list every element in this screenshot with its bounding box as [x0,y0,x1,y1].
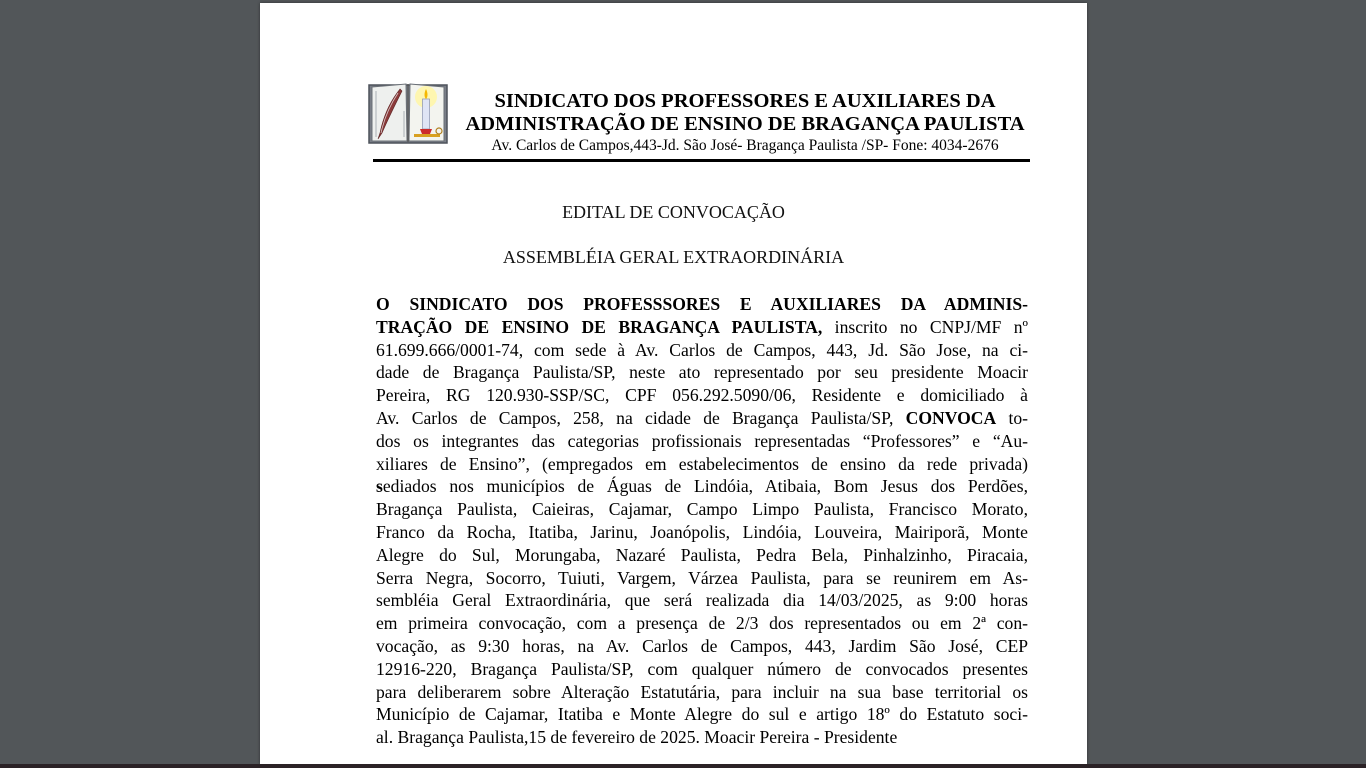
book-quill-candle-logo [368,81,448,147]
body-line [376,384,1028,407]
bold-text: O SINDICATO DOS PROFESSSORES E AUXILIARES DA ADMINIS- [376,294,1028,314]
body-text-segment: ediados nos municípios de Águas de Lindóia, Atibaia, Bom Jesus dos Perdões, [382,476,1028,497]
body-text-segment: vocação, as 9:30 horas, na Av. Carlos de Campos, 443, Jardim São José, CEP [376,635,1028,656]
body-line [376,681,1028,704]
body-text-segment: Av. Carlos de Campos, 258, na cidade de Bragança Paulista/SP, [376,407,906,428]
body-line [376,567,1028,590]
body-line [376,498,1028,521]
body-line [376,612,1028,635]
body-text-segment: xiliares de Ensino”, (empregados em estabelecimentos de ensino da rede privada) [376,453,1028,474]
body-text-segment: sembléia Geral Extraordinária, que será realizada dia 14/03/2025, as 9:00 horas [376,590,1028,611]
bold-text: s [376,476,383,497]
body-text-segment: dos os integrantes das categorias profissionais representadas “Professores” e “Au- [376,430,1028,451]
body-line [376,521,1028,544]
body-text-segment: to- [996,407,1028,428]
body-line [376,361,1028,384]
body-line [376,544,1028,567]
body-line [376,453,1028,476]
body-line [376,658,1028,681]
body-text-segment: Bragança Paulista, Caieiras, Cajamar, Campo Limpo Paulista, Francisco Morato, [376,499,1028,520]
document-title: EDITAL DE CONVOCAÇÃO [562,202,785,222]
body-line [376,726,1028,749]
notice-body [376,293,1028,749]
body-line [376,316,1028,339]
letterhead-divider [373,159,1030,162]
body-text-segment: para deliberarem sobre Alteração Estatutária, para incluir na sua base territorial os [376,681,1028,702]
bold-text: TRAÇÃO DE ENSINO DE BRAGANÇA PAULISTA, [376,316,823,337]
body-line [376,703,1028,726]
body-line [376,589,1028,612]
body-line [376,475,1028,498]
body-text-segment: al. Bragança Paulista,15 de fevereiro de 2025. Moacir Pereira - Presidente [376,727,898,748]
body-text-segment: Município de Cajamar, Itatiba e Monte Alegre do sul e artigo 18º do Estatuto soci- [376,704,1028,725]
bottom-edge-strip [0,764,1366,768]
body-text-segment: em primeira convocação, com a presença de 2/3 dos representados ou em 2ª con- [376,613,1028,634]
document-page [260,3,1087,764]
bold-text: CONVOCA [905,407,997,428]
organization-address: Av. Carlos de Campos,443-Jd. São José- Bragança Paulista /SP- Fone: 4034-2676 [491,137,999,154]
body-line [376,339,1028,362]
body-line [376,407,1028,430]
body-line [376,293,1028,316]
organization-name-line-2: ADMINISTRAÇÃO DE ENSINO DE BRAGANÇA PAULISTA [465,113,1025,135]
body-text-segment: dade de Bragança Paulista/SP, neste ato representado por seu presidente Moacir [376,362,1028,383]
body-text-segment: 61.699.666/0001-74, com sede à Av. Carlos de Campos, 443, Jd. São Jose, na ci- [376,339,1028,360]
body-line [376,430,1028,453]
body-text-segment: Serra Negra, Socorro, Tuiuti, Vargem, Várzea Paulista, para se reunirem em As- [376,567,1028,588]
document-subtitle: ASSEMBLÉIA GERAL EXTRAORDINÁRIA [502,247,845,267]
body-text-segment: Franco da Rocha, Itatiba, Jarinu, Joanópolis, Lindóia, Louveira, Mairiporã, Monte [376,521,1028,542]
body-text-segment: Pereira, RG 120.930-SSP/SC, CPF 056.292.5090/06, Residente e domiciliado à [376,385,1028,406]
body-text-segment: 12916-220, Bragança Paulista/SP, com qualquer número de convocados presentes [376,658,1028,679]
body-line [376,635,1028,658]
letterhead [450,90,1040,155]
organization-name-line-1: SINDICATO DOS PROFESSORES E AUXILIARES DA [494,90,996,112]
body-text-segment: Alegre do Sul, Morungaba, Nazaré Paulista, Pedra Bela, Pinhalzinho, Piracaia, [376,544,1028,565]
body-text-segment: inscrito no CNPJ/MF nº [822,316,1029,337]
